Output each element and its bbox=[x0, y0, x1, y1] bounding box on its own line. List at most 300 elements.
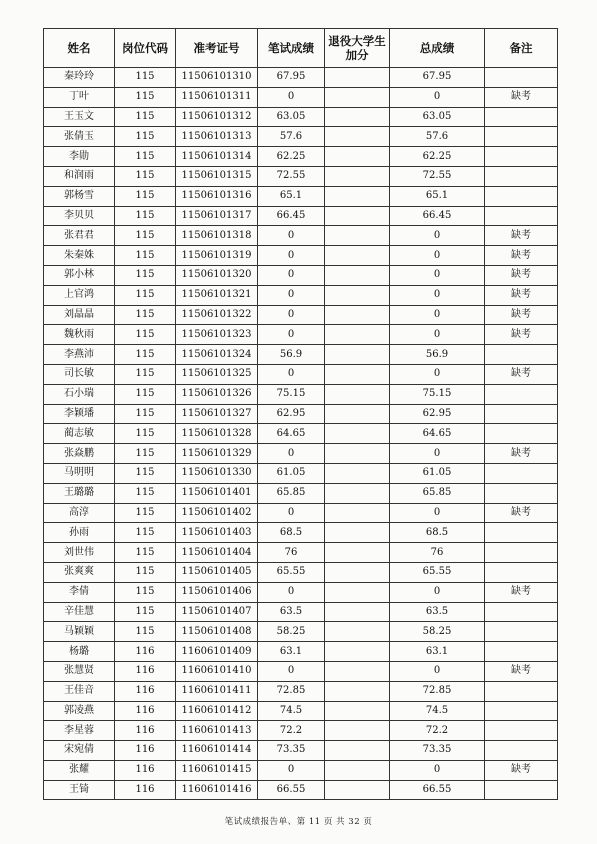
cell-remark: 缺考 bbox=[485, 226, 558, 246]
cell-remark: 缺考 bbox=[485, 760, 558, 780]
cell-name: 秦玲玲 bbox=[44, 68, 115, 88]
cell-admission-number: 11506101401 bbox=[176, 483, 258, 503]
cell-remark bbox=[485, 404, 558, 424]
cell-total-score: 63.5 bbox=[390, 602, 485, 622]
cell-position-code: 115 bbox=[115, 622, 176, 642]
table-row bbox=[44, 364, 558, 384]
cell-position-code: 116 bbox=[115, 642, 176, 662]
cell-admission-number: 11506101408 bbox=[176, 622, 258, 642]
cell-written-score: 75.15 bbox=[258, 384, 325, 404]
score-table bbox=[43, 28, 558, 800]
table-row bbox=[44, 602, 558, 622]
cell-veteran-bonus bbox=[325, 404, 390, 424]
cell-veteran-bonus bbox=[325, 285, 390, 305]
cell-written-score: 0 bbox=[258, 503, 325, 523]
cell-total-score: 68.5 bbox=[390, 523, 485, 543]
cell-written-score: 65.1 bbox=[258, 186, 325, 206]
table-row bbox=[44, 68, 558, 88]
cell-veteran-bonus bbox=[325, 483, 390, 503]
table-row bbox=[44, 523, 558, 543]
cell-remark bbox=[485, 483, 558, 503]
cell-veteran-bonus bbox=[325, 681, 390, 701]
table-row bbox=[44, 582, 558, 602]
cell-written-score: 0 bbox=[258, 364, 325, 384]
cell-veteran-bonus bbox=[325, 364, 390, 384]
cell-admission-number: 11506101407 bbox=[176, 602, 258, 622]
cell-written-score: 0 bbox=[258, 265, 325, 285]
cell-name: 张倩玉 bbox=[44, 127, 115, 147]
table-row bbox=[44, 701, 558, 721]
cell-admission-number: 11506101312 bbox=[176, 107, 258, 127]
cell-name: 宋宛倩 bbox=[44, 741, 115, 761]
cell-written-score: 0 bbox=[258, 582, 325, 602]
cell-name: 李燕沛 bbox=[44, 345, 115, 365]
cell-remark: 缺考 bbox=[485, 444, 558, 464]
cell-position-code: 115 bbox=[115, 147, 176, 167]
cell-position-code: 115 bbox=[115, 582, 176, 602]
cell-total-score: 0 bbox=[390, 87, 485, 107]
header-name: 姓名 bbox=[44, 29, 115, 68]
cell-position-code: 115 bbox=[115, 186, 176, 206]
cell-name: 高淳 bbox=[44, 503, 115, 523]
cell-remark bbox=[485, 562, 558, 582]
cell-position-code: 116 bbox=[115, 780, 176, 800]
cell-total-score: 0 bbox=[390, 661, 485, 681]
cell-written-score: 57.6 bbox=[258, 127, 325, 147]
cell-name: 王佳音 bbox=[44, 681, 115, 701]
cell-veteran-bonus bbox=[325, 345, 390, 365]
cell-name: 刘世伟 bbox=[44, 543, 115, 563]
cell-written-score: 0 bbox=[258, 87, 325, 107]
cell-position-code: 115 bbox=[115, 206, 176, 226]
cell-name: 郭凌燕 bbox=[44, 701, 115, 721]
cell-total-score: 61.05 bbox=[390, 463, 485, 483]
cell-veteran-bonus bbox=[325, 582, 390, 602]
cell-written-score: 62.25 bbox=[258, 147, 325, 167]
table-row bbox=[44, 424, 558, 444]
cell-total-score: 0 bbox=[390, 582, 485, 602]
cell-admission-number: 11506101403 bbox=[176, 523, 258, 543]
cell-remark bbox=[485, 780, 558, 800]
table-row bbox=[44, 642, 558, 662]
cell-position-code: 115 bbox=[115, 265, 176, 285]
cell-veteran-bonus bbox=[325, 424, 390, 444]
table-row bbox=[44, 760, 558, 780]
cell-name: 朱秦姝 bbox=[44, 246, 115, 266]
cell-remark: 缺考 bbox=[485, 87, 558, 107]
table-row bbox=[44, 226, 558, 246]
cell-veteran-bonus bbox=[325, 741, 390, 761]
cell-position-code: 115 bbox=[115, 364, 176, 384]
cell-name: 李倩 bbox=[44, 582, 115, 602]
table-row bbox=[44, 325, 558, 345]
cell-position-code: 115 bbox=[115, 444, 176, 464]
table-row bbox=[44, 622, 558, 642]
cell-total-score: 0 bbox=[390, 226, 485, 246]
cell-total-score: 63.05 bbox=[390, 107, 485, 127]
cell-position-code: 115 bbox=[115, 226, 176, 246]
table-row bbox=[44, 721, 558, 741]
cell-veteran-bonus bbox=[325, 265, 390, 285]
cell-admission-number: 11506101405 bbox=[176, 562, 258, 582]
cell-written-score: 0 bbox=[258, 305, 325, 325]
cell-admission-number: 11506101322 bbox=[176, 305, 258, 325]
cell-name: 郭杨雪 bbox=[44, 186, 115, 206]
table-row bbox=[44, 444, 558, 464]
cell-admission-number: 11606101413 bbox=[176, 721, 258, 741]
cell-written-score: 0 bbox=[258, 325, 325, 345]
cell-written-score: 0 bbox=[258, 444, 325, 464]
cell-name: 李颖璠 bbox=[44, 404, 115, 424]
cell-veteran-bonus bbox=[325, 444, 390, 464]
cell-written-score: 64.65 bbox=[258, 424, 325, 444]
cell-veteran-bonus bbox=[325, 206, 390, 226]
cell-written-score: 63.5 bbox=[258, 602, 325, 622]
cell-total-score: 72.2 bbox=[390, 721, 485, 741]
cell-remark bbox=[485, 721, 558, 741]
cell-written-score: 58.25 bbox=[258, 622, 325, 642]
cell-remark: 缺考 bbox=[485, 246, 558, 266]
table-row bbox=[44, 127, 558, 147]
cell-total-score: 67.95 bbox=[390, 68, 485, 88]
cell-veteran-bonus bbox=[325, 226, 390, 246]
cell-written-score: 72.55 bbox=[258, 166, 325, 186]
header-admission-number: 准考证号 bbox=[176, 29, 258, 68]
cell-total-score: 65.1 bbox=[390, 186, 485, 206]
cell-veteran-bonus bbox=[325, 642, 390, 662]
cell-remark: 缺考 bbox=[485, 285, 558, 305]
cell-position-code: 116 bbox=[115, 760, 176, 780]
cell-position-code: 116 bbox=[115, 741, 176, 761]
cell-name: 辛佳慧 bbox=[44, 602, 115, 622]
cell-remark: 缺考 bbox=[485, 364, 558, 384]
cell-written-score: 63.1 bbox=[258, 642, 325, 662]
table-row bbox=[44, 661, 558, 681]
cell-position-code: 115 bbox=[115, 602, 176, 622]
cell-name: 司长敏 bbox=[44, 364, 115, 384]
cell-name: 孙雨 bbox=[44, 523, 115, 543]
cell-admission-number: 11606101416 bbox=[176, 780, 258, 800]
cell-written-score: 66.45 bbox=[258, 206, 325, 226]
cell-total-score: 63.1 bbox=[390, 642, 485, 662]
table-row bbox=[44, 384, 558, 404]
cell-position-code: 115 bbox=[115, 523, 176, 543]
cell-written-score: 65.55 bbox=[258, 562, 325, 582]
cell-veteran-bonus bbox=[325, 127, 390, 147]
cell-remark bbox=[485, 68, 558, 88]
cell-veteran-bonus bbox=[325, 562, 390, 582]
cell-admission-number: 11506101406 bbox=[176, 582, 258, 602]
cell-admission-number: 11506101310 bbox=[176, 68, 258, 88]
cell-veteran-bonus bbox=[325, 186, 390, 206]
cell-total-score: 0 bbox=[390, 265, 485, 285]
cell-name: 丁叶 bbox=[44, 87, 115, 107]
cell-position-code: 115 bbox=[115, 107, 176, 127]
cell-admission-number: 11606101415 bbox=[176, 760, 258, 780]
table-row bbox=[44, 404, 558, 424]
cell-total-score: 0 bbox=[390, 246, 485, 266]
cell-name: 李贝贝 bbox=[44, 206, 115, 226]
cell-admission-number: 11506101314 bbox=[176, 147, 258, 167]
cell-name: 郭小林 bbox=[44, 265, 115, 285]
cell-remark bbox=[485, 424, 558, 444]
cell-admission-number: 11506101313 bbox=[176, 127, 258, 147]
header-row bbox=[44, 29, 558, 68]
cell-position-code: 115 bbox=[115, 384, 176, 404]
cell-veteran-bonus bbox=[325, 68, 390, 88]
cell-name: 刘晶晶 bbox=[44, 305, 115, 325]
cell-admission-number: 11506101320 bbox=[176, 265, 258, 285]
cell-admission-number: 11506101327 bbox=[176, 404, 258, 424]
cell-admission-number: 11506101325 bbox=[176, 364, 258, 384]
cell-name: 张耀 bbox=[44, 760, 115, 780]
cell-name: 张君君 bbox=[44, 226, 115, 246]
page-footer: 笔试成绩报告单、第 11 页 共 32 页 bbox=[224, 817, 373, 827]
cell-admission-number: 11506101402 bbox=[176, 503, 258, 523]
cell-remark bbox=[485, 681, 558, 701]
cell-written-score: 56.9 bbox=[258, 345, 325, 365]
table-row bbox=[44, 285, 558, 305]
cell-total-score: 57.6 bbox=[390, 127, 485, 147]
cell-veteran-bonus bbox=[325, 602, 390, 622]
table-row bbox=[44, 246, 558, 266]
cell-position-code: 115 bbox=[115, 246, 176, 266]
cell-position-code: 116 bbox=[115, 661, 176, 681]
cell-total-score: 0 bbox=[390, 325, 485, 345]
header-position-code: 岗位代码 bbox=[115, 29, 176, 68]
table-row bbox=[44, 562, 558, 582]
cell-remark bbox=[485, 107, 558, 127]
table-row bbox=[44, 503, 558, 523]
cell-position-code: 115 bbox=[115, 305, 176, 325]
cell-written-score: 76 bbox=[258, 543, 325, 563]
cell-admission-number: 11506101328 bbox=[176, 424, 258, 444]
table-row bbox=[44, 265, 558, 285]
cell-name: 上官鸿 bbox=[44, 285, 115, 305]
cell-position-code: 115 bbox=[115, 345, 176, 365]
cell-position-code: 116 bbox=[115, 681, 176, 701]
cell-name: 张慧贤 bbox=[44, 661, 115, 681]
cell-position-code: 115 bbox=[115, 483, 176, 503]
cell-veteran-bonus bbox=[325, 661, 390, 681]
table-row bbox=[44, 780, 558, 800]
cell-remark: 缺考 bbox=[485, 305, 558, 325]
cell-remark bbox=[485, 186, 558, 206]
cell-admission-number: 11506101319 bbox=[176, 246, 258, 266]
cell-remark bbox=[485, 147, 558, 167]
header-written-score: 笔试成绩 bbox=[258, 29, 325, 68]
cell-written-score: 0 bbox=[258, 760, 325, 780]
cell-name: 石小瑞 bbox=[44, 384, 115, 404]
cell-position-code: 116 bbox=[115, 721, 176, 741]
cell-veteran-bonus bbox=[325, 246, 390, 266]
cell-position-code: 115 bbox=[115, 463, 176, 483]
table-row bbox=[44, 681, 558, 701]
cell-position-code: 115 bbox=[115, 325, 176, 345]
table-row bbox=[44, 741, 558, 761]
cell-admission-number: 11506101317 bbox=[176, 206, 258, 226]
cell-total-score: 62.95 bbox=[390, 404, 485, 424]
cell-veteran-bonus bbox=[325, 701, 390, 721]
cell-remark bbox=[485, 602, 558, 622]
cell-remark bbox=[485, 127, 558, 147]
cell-admission-number: 11506101316 bbox=[176, 186, 258, 206]
cell-admission-number: 11506101315 bbox=[176, 166, 258, 186]
cell-veteran-bonus bbox=[325, 721, 390, 741]
cell-admission-number: 11506101329 bbox=[176, 444, 258, 464]
cell-position-code: 115 bbox=[115, 562, 176, 582]
cell-written-score: 0 bbox=[258, 661, 325, 681]
header-remark: 备注 bbox=[485, 29, 558, 68]
cell-veteran-bonus bbox=[325, 622, 390, 642]
table-row bbox=[44, 543, 558, 563]
cell-remark bbox=[485, 345, 558, 365]
cell-admission-number: 11506101311 bbox=[176, 87, 258, 107]
cell-remark bbox=[485, 166, 558, 186]
cell-total-score: 56.9 bbox=[390, 345, 485, 365]
cell-name: 李勋 bbox=[44, 147, 115, 167]
cell-total-score: 75.15 bbox=[390, 384, 485, 404]
cell-admission-number: 11506101318 bbox=[176, 226, 258, 246]
cell-position-code: 115 bbox=[115, 127, 176, 147]
cell-admission-number: 11606101412 bbox=[176, 701, 258, 721]
cell-total-score: 0 bbox=[390, 503, 485, 523]
cell-remark: 缺考 bbox=[485, 325, 558, 345]
cell-remark bbox=[485, 701, 558, 721]
cell-remark: 缺考 bbox=[485, 661, 558, 681]
cell-name: 王玉文 bbox=[44, 107, 115, 127]
cell-name: 和润雨 bbox=[44, 166, 115, 186]
cell-total-score: 65.85 bbox=[390, 483, 485, 503]
cell-written-score: 65.85 bbox=[258, 483, 325, 503]
cell-written-score: 63.05 bbox=[258, 107, 325, 127]
cell-veteran-bonus bbox=[325, 523, 390, 543]
table-row bbox=[44, 345, 558, 365]
cell-admission-number: 11606101410 bbox=[176, 661, 258, 681]
header-total-score: 总成绩 bbox=[390, 29, 485, 68]
cell-veteran-bonus bbox=[325, 543, 390, 563]
cell-written-score: 67.95 bbox=[258, 68, 325, 88]
cell-remark: 缺考 bbox=[485, 582, 558, 602]
cell-remark: 缺考 bbox=[485, 503, 558, 523]
cell-veteran-bonus bbox=[325, 463, 390, 483]
cell-position-code: 115 bbox=[115, 404, 176, 424]
cell-remark bbox=[485, 206, 558, 226]
cell-total-score: 72.85 bbox=[390, 681, 485, 701]
cell-name: 马颖颖 bbox=[44, 622, 115, 642]
cell-name: 魏秋雨 bbox=[44, 325, 115, 345]
table-row bbox=[44, 206, 558, 226]
cell-written-score: 61.05 bbox=[258, 463, 325, 483]
table-row bbox=[44, 463, 558, 483]
cell-total-score: 74.5 bbox=[390, 701, 485, 721]
cell-total-score: 76 bbox=[390, 543, 485, 563]
cell-written-score: 62.95 bbox=[258, 404, 325, 424]
cell-veteran-bonus bbox=[325, 305, 390, 325]
cell-veteran-bonus bbox=[325, 325, 390, 345]
cell-written-score: 74.5 bbox=[258, 701, 325, 721]
cell-total-score: 66.55 bbox=[390, 780, 485, 800]
cell-admission-number: 11506101321 bbox=[176, 285, 258, 305]
cell-total-score: 65.55 bbox=[390, 562, 485, 582]
cell-admission-number: 11606101411 bbox=[176, 681, 258, 701]
cell-name: 王锜 bbox=[44, 780, 115, 800]
cell-remark bbox=[485, 543, 558, 563]
cell-position-code: 116 bbox=[115, 701, 176, 721]
cell-position-code: 115 bbox=[115, 424, 176, 444]
cell-total-score: 62.25 bbox=[390, 147, 485, 167]
cell-written-score: 66.55 bbox=[258, 780, 325, 800]
cell-position-code: 115 bbox=[115, 87, 176, 107]
cell-written-score: 73.35 bbox=[258, 741, 325, 761]
cell-remark bbox=[485, 642, 558, 662]
cell-admission-number: 11606101409 bbox=[176, 642, 258, 662]
cell-total-score: 0 bbox=[390, 444, 485, 464]
cell-veteran-bonus bbox=[325, 760, 390, 780]
table-row bbox=[44, 305, 558, 325]
cell-remark bbox=[485, 523, 558, 543]
cell-position-code: 115 bbox=[115, 285, 176, 305]
cell-name: 蔺志敏 bbox=[44, 424, 115, 444]
cell-remark bbox=[485, 741, 558, 761]
cell-total-score: 72.55 bbox=[390, 166, 485, 186]
cell-written-score: 0 bbox=[258, 246, 325, 266]
table-row bbox=[44, 107, 558, 127]
cell-remark bbox=[485, 384, 558, 404]
cell-position-code: 115 bbox=[115, 543, 176, 563]
table-row bbox=[44, 87, 558, 107]
cell-name: 马明明 bbox=[44, 463, 115, 483]
cell-total-score: 0 bbox=[390, 285, 485, 305]
cell-written-score: 0 bbox=[258, 285, 325, 305]
cell-position-code: 115 bbox=[115, 68, 176, 88]
cell-remark bbox=[485, 622, 558, 642]
cell-written-score: 72.85 bbox=[258, 681, 325, 701]
cell-total-score: 58.25 bbox=[390, 622, 485, 642]
cell-remark bbox=[485, 463, 558, 483]
cell-remark: 缺考 bbox=[485, 265, 558, 285]
table-body bbox=[44, 68, 558, 800]
table-row bbox=[44, 186, 558, 206]
cell-name: 王璐璐 bbox=[44, 483, 115, 503]
cell-admission-number: 11506101324 bbox=[176, 345, 258, 365]
cell-position-code: 115 bbox=[115, 503, 176, 523]
cell-admission-number: 11606101414 bbox=[176, 741, 258, 761]
cell-name: 张焱鹏 bbox=[44, 444, 115, 464]
cell-admission-number: 11506101323 bbox=[176, 325, 258, 345]
cell-total-score: 64.65 bbox=[390, 424, 485, 444]
cell-veteran-bonus bbox=[325, 503, 390, 523]
cell-admission-number: 11506101404 bbox=[176, 543, 258, 563]
cell-written-score: 0 bbox=[258, 226, 325, 246]
cell-position-code: 115 bbox=[115, 166, 176, 186]
cell-name: 杨璐 bbox=[44, 642, 115, 662]
cell-veteran-bonus bbox=[325, 384, 390, 404]
cell-total-score: 0 bbox=[390, 364, 485, 384]
cell-total-score: 66.45 bbox=[390, 206, 485, 226]
cell-name: 李星蓉 bbox=[44, 721, 115, 741]
cell-veteran-bonus bbox=[325, 107, 390, 127]
cell-veteran-bonus bbox=[325, 780, 390, 800]
table-row bbox=[44, 483, 558, 503]
cell-total-score: 0 bbox=[390, 760, 485, 780]
cell-veteran-bonus bbox=[325, 166, 390, 186]
table-row bbox=[44, 166, 558, 186]
cell-total-score: 73.35 bbox=[390, 741, 485, 761]
cell-admission-number: 11506101330 bbox=[176, 463, 258, 483]
cell-total-score: 0 bbox=[390, 305, 485, 325]
table-header bbox=[44, 29, 558, 68]
